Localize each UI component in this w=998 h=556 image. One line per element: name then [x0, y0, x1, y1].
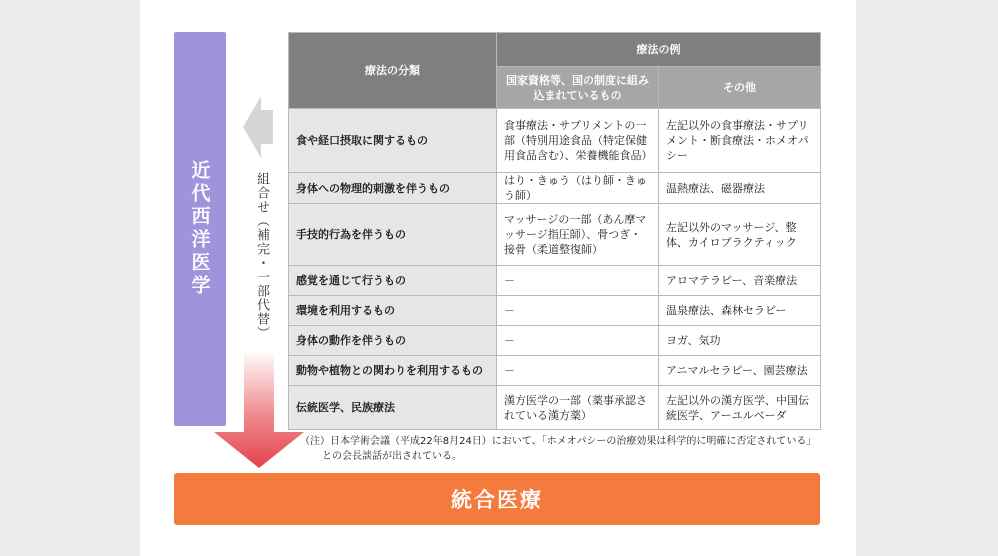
row-category: 感覚を通じて行うもの — [289, 266, 497, 296]
combination-label: 組合せ（補完・一部代替） — [254, 172, 269, 340]
row-category: 伝統医学、民族療法 — [289, 386, 497, 430]
therapy-classification-table — [288, 32, 821, 430]
row-other-example: 温泉療法、森林セラピー — [659, 296, 821, 326]
row-category: 環境を利用するもの — [289, 296, 497, 326]
integrative-medicine-bar — [174, 473, 820, 525]
left-arrow-icon — [243, 96, 273, 158]
header-examples: 療法の例 — [497, 33, 821, 67]
row-other-example: アロマテラピー、音楽療法 — [659, 266, 821, 296]
row-national-example: 漢方医学の一部（薬事承認されている漢方薬） — [497, 386, 659, 430]
row-national-example: はり・きゅう（はり師・きゅう師） — [497, 173, 659, 204]
row-other-example: 左記以外の漢方医学、中国伝統医学、アーユルベーダ — [659, 386, 821, 430]
row-national-example: － — [497, 356, 659, 386]
row-national-example: － — [497, 326, 659, 356]
table-row — [289, 326, 821, 356]
table-header-row — [289, 33, 821, 67]
footnote-line-2: との会長談話が出されている。 — [322, 451, 462, 462]
table-row — [289, 204, 821, 266]
table-row — [289, 109, 821, 173]
header-national-system: 国家資格等、国の制度に組み込まれているもの — [497, 67, 659, 109]
row-category: 食や経口摂取に関するもの — [289, 109, 497, 173]
row-other-example: アニマルセラピー、園芸療法 — [659, 356, 821, 386]
row-other-example: 左記以外のマッサージ、整体、カイロプラクティック — [659, 204, 821, 266]
row-category: 身体の動作を伴うもの — [289, 326, 497, 356]
header-category: 療法の分類 — [289, 33, 497, 109]
row-other-example: 温熱療法、磁器療法 — [659, 173, 821, 204]
row-category: 身体への物理的刺激を伴うもの — [289, 173, 497, 204]
table-row — [289, 296, 821, 326]
table-row — [289, 356, 821, 386]
row-national-example: － — [497, 266, 659, 296]
table-row — [289, 173, 821, 204]
table-row — [289, 266, 821, 296]
row-category: 動物や植物との関わりを利用するもの — [289, 356, 497, 386]
row-other-example: ヨガ、気功 — [659, 326, 821, 356]
table-row — [289, 386, 821, 430]
header-other: その他 — [659, 67, 821, 109]
row-category: 手技的行為を伴うもの — [289, 204, 497, 266]
row-national-example: － — [497, 296, 659, 326]
row-national-example: 食事療法・サプリメントの一部（特別用途食品（特定保健用食品含む）、栄養機能食品） — [497, 109, 659, 173]
integrative-medicine-label: 統合医療 — [451, 488, 543, 512]
row-national-example: マッサージの一部（あん摩マッサージ指圧師）、骨つぎ・接骨（柔道整復師） — [497, 204, 659, 266]
row-other-example: 左記以外の食事療法・サプリメント・断食療法・ホメオパシー — [659, 109, 821, 173]
modern-western-medicine-label: 近代西洋医学 — [188, 160, 211, 298]
footnote-line-1: （注）日本学術会議（平成22年8月24日）において、「ホメオパシーの治療効果は科学的に明確に否定されている」 — [300, 436, 817, 447]
footnote — [300, 434, 830, 464]
